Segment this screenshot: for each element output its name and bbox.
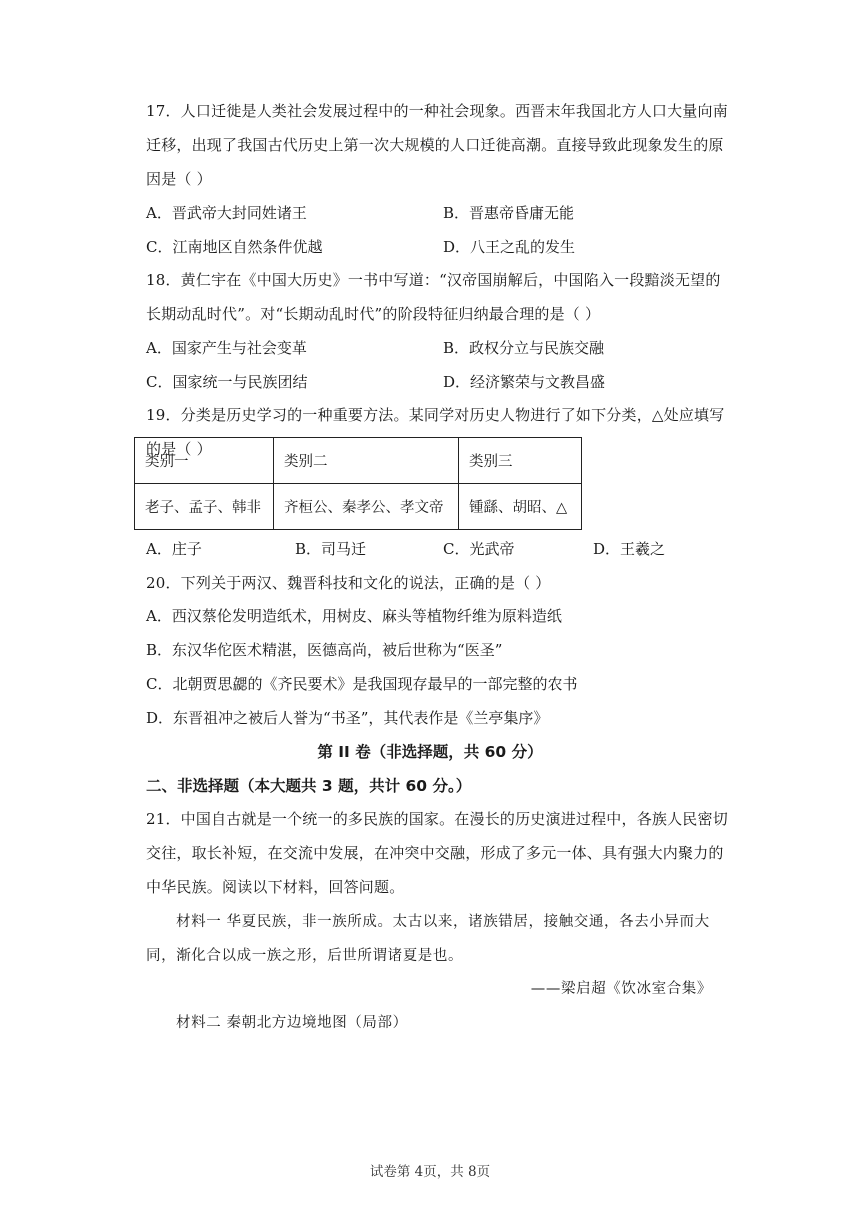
q17-option-d[interactable]: D．八王之乱的发生 xyxy=(443,238,576,256)
q19-option-a[interactable]: A．庄子 xyxy=(146,540,202,558)
q21-stem-line-3: 中华民族。阅读以下材料，回答问题。 xyxy=(146,878,405,896)
q17-stem-line-3: 因是（ ） xyxy=(146,170,212,188)
q20-option-b[interactable]: B．东汉华佗医术精湛，医德高尚，被后世称为“医圣” xyxy=(146,641,503,659)
q17-option-b[interactable]: B．晋惠帝昏庸无能 xyxy=(443,204,575,222)
q21-stem-line-1: 21．中国自古就是一个统一的多民族的国家。在漫长的历史演进过程中，各族人民密切 xyxy=(146,810,728,828)
table-header-cell: 类别二 xyxy=(274,438,459,484)
q17-option-c[interactable]: C．江南地区自然条件优越 xyxy=(146,238,323,256)
table-cell: 齐桓公、秦孝公、孝文帝 xyxy=(274,484,459,530)
q18-option-c[interactable]: C．国家统一与民族团结 xyxy=(146,373,308,391)
q18-option-a[interactable]: A．国家产生与社会变革 xyxy=(146,339,307,357)
material-one-line-2: 同，渐化合以成一族之形，后世所谓诸夏是也。 xyxy=(146,948,464,964)
q18-stem-line-2: 长期动乱时代”。对“长期动乱时代”的阶段特征归纳最合理的是（ ） xyxy=(146,305,601,323)
q20-option-d[interactable]: D．东晋祖冲之被后人誉为“书圣”，其代表作是《兰亭集序》 xyxy=(146,709,549,727)
q19-option-d[interactable]: D．王羲之 xyxy=(593,540,666,558)
q19-stem-line-1: 19．分类是历史学习的一种重要方法。某同学对历史人物进行了如下分类，△处应填写 xyxy=(146,406,725,424)
part-two-title: 第 II 卷（非选择题，共 60 分） xyxy=(317,743,543,761)
q18-option-b[interactable]: B．政权分立与民族交融 xyxy=(443,339,605,357)
table-cell: 锺繇、胡昭、△ xyxy=(459,484,582,530)
q18-stem-line-1: 18．黄仁宇在《中国大历史》一书中写道：“汉帝国崩解后，中国陷入一段黯淡无望的 xyxy=(146,271,721,289)
table-header-cell: 类别三 xyxy=(459,438,582,484)
q17-stem-line-2: 迁移，出现了我国古代历史上第一次大规模的人口迁徙高潮。直接导致此现象发生的原 xyxy=(146,136,724,154)
q20-option-c[interactable]: C．北朝贾思勰的《齐民要术》是我国现存最早的一部完整的农书 xyxy=(146,675,578,693)
material-one-line-1: 材料一 华夏民族，非一族所成。太古以来，诸族错居，接触交通，各去小异而大 xyxy=(176,914,710,930)
q19-stem-line-2: 的是（ ） xyxy=(146,440,212,458)
page-footer: 试卷第 4页，共 8页 xyxy=(369,1164,491,1180)
q20-option-a[interactable]: A．西汉蔡伦发明造纸术，用树皮、麻头等植物纤维为原料造纸 xyxy=(146,607,562,625)
q18-option-d[interactable]: D．经济繁荣与文教昌盛 xyxy=(443,373,606,391)
table-header-cell: 类别一 xyxy=(135,438,274,484)
q20-stem: 20．下列关于两汉、魏晋科技和文化的说法，正确的是（ ） xyxy=(146,574,551,592)
q17-option-a[interactable]: A．晋武帝大封同姓诸王 xyxy=(146,204,307,222)
table-header-row xyxy=(135,438,582,484)
table-cell: 老子、孟子、韩非 xyxy=(135,484,274,530)
q21-stem-line-2: 交往，取长补短，在交流中发展，在冲突中交融，形成了多元一体、具有强大内聚力的 xyxy=(146,844,724,862)
q17-stem-line-1: 17．人口迁徙是人类社会发展过程中的一种社会现象。西晋末年我国北方人口大量向南 xyxy=(146,102,728,120)
q19-option-b[interactable]: B．司马迁 xyxy=(295,540,367,558)
q19-option-c[interactable]: C．光武帝 xyxy=(443,540,515,558)
material-two-caption: 材料二 秦朝北方边境地图（局部） xyxy=(176,1015,408,1031)
material-one-source: ——梁启超《饮冰室合集》 xyxy=(530,981,712,997)
section-heading: 二、非选择题（本大题共 3 题，共计 60 分。） xyxy=(146,777,472,795)
classification-table xyxy=(134,437,582,530)
table-row xyxy=(135,484,582,530)
